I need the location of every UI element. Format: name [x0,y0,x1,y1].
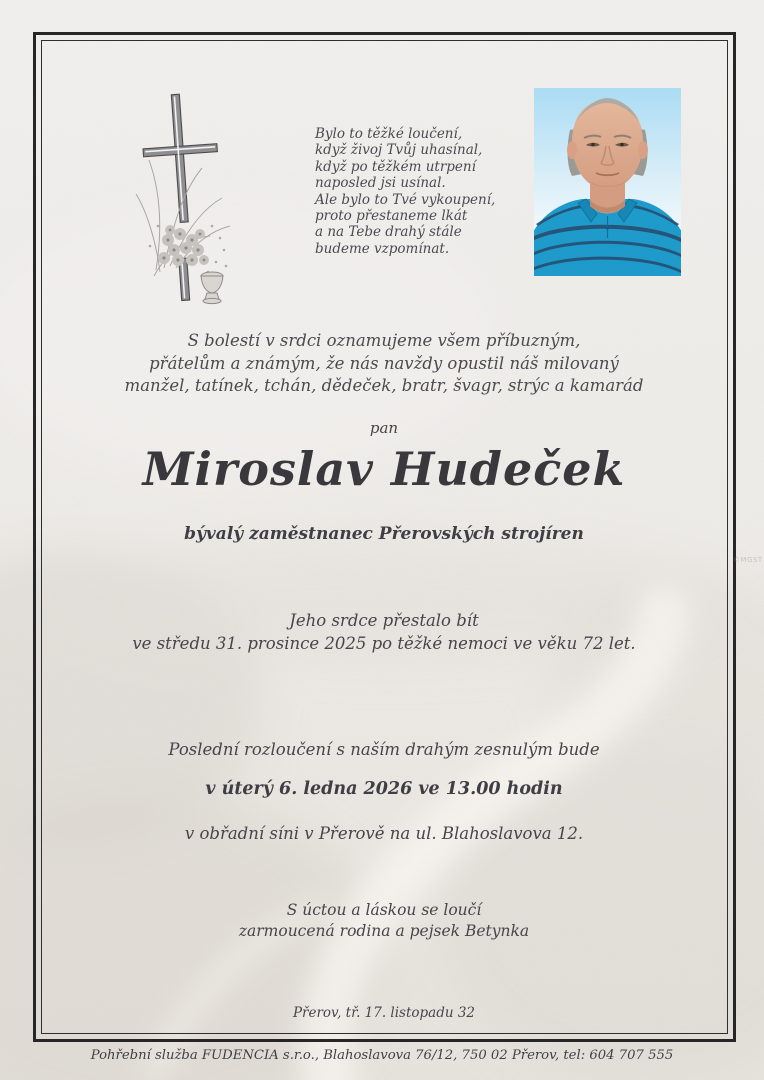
deceased-subtitle: bývalý zaměstnanec Přerovských strojíren [184,524,584,544]
poem-line: proto přestaneme lkát [315,208,468,225]
farewell-text [32,900,736,942]
announcement-line: přátelům a známým, že nás navždy opustil náš milovaný [149,353,619,373]
funeral-datetime: v úterý 6. ledna 2026 ve 13.00 hodin [205,779,563,799]
deceased-name: Miroslav Hudeček [142,442,626,496]
death-notice-line: Jeho srdce přestalo bít [289,611,479,630]
poem-line: a na Tebe drahý stále [315,224,462,241]
deceased-honorific: pan [369,419,399,437]
family-address: Přerov, tř. 17. listopadu 32 [292,1005,476,1021]
poem-line: naposled jsi usínal. [315,175,446,192]
funeral-service-footer: Pohřební služba FUDENCIA s.r.o., Blahoslavova 76/12, 750 02 Přerov, tel: 604 707 555 [90,1048,674,1063]
memorial-poem [315,126,565,257]
farewell-line: zarmoucená rodina a pejsek Betynka [238,922,530,940]
cross-and-flowers-illustration [106,90,264,308]
announcement-line: manžel, tatínek, tchán, dědeček, bratr, švagr, strýc a kamarád [124,376,644,395]
death-notice [32,610,736,655]
announcement-text [32,330,736,398]
funeral-place: v obřadní síni v Přerově na ul. Blahoslavova 12. [184,824,584,843]
poem-line: když po těžkém utrpení [315,158,476,175]
scan-watermark: ©MGST [733,556,763,564]
poem-line: Ale bylo to Tvé vykoupení, [315,191,496,208]
death-notice-line: ve středu 31. prosince 2025 po těžké nemoci ve věku 72 let. [132,633,636,653]
poem-line: budeme vzpomínat. [315,240,450,257]
poem-line: když živoj Tvůj uhasínal, [315,142,483,159]
poem-line: Bylo to těžké loučení, [315,126,463,142]
farewell-line: S úctou a láskou se loučí [286,901,482,919]
funeral-intro: Poslední rozloučení s naším drahým zesnulým bude [168,740,600,759]
announcement-line: S bolestí v srdci oznamujeme všem příbuzným, [187,331,581,350]
